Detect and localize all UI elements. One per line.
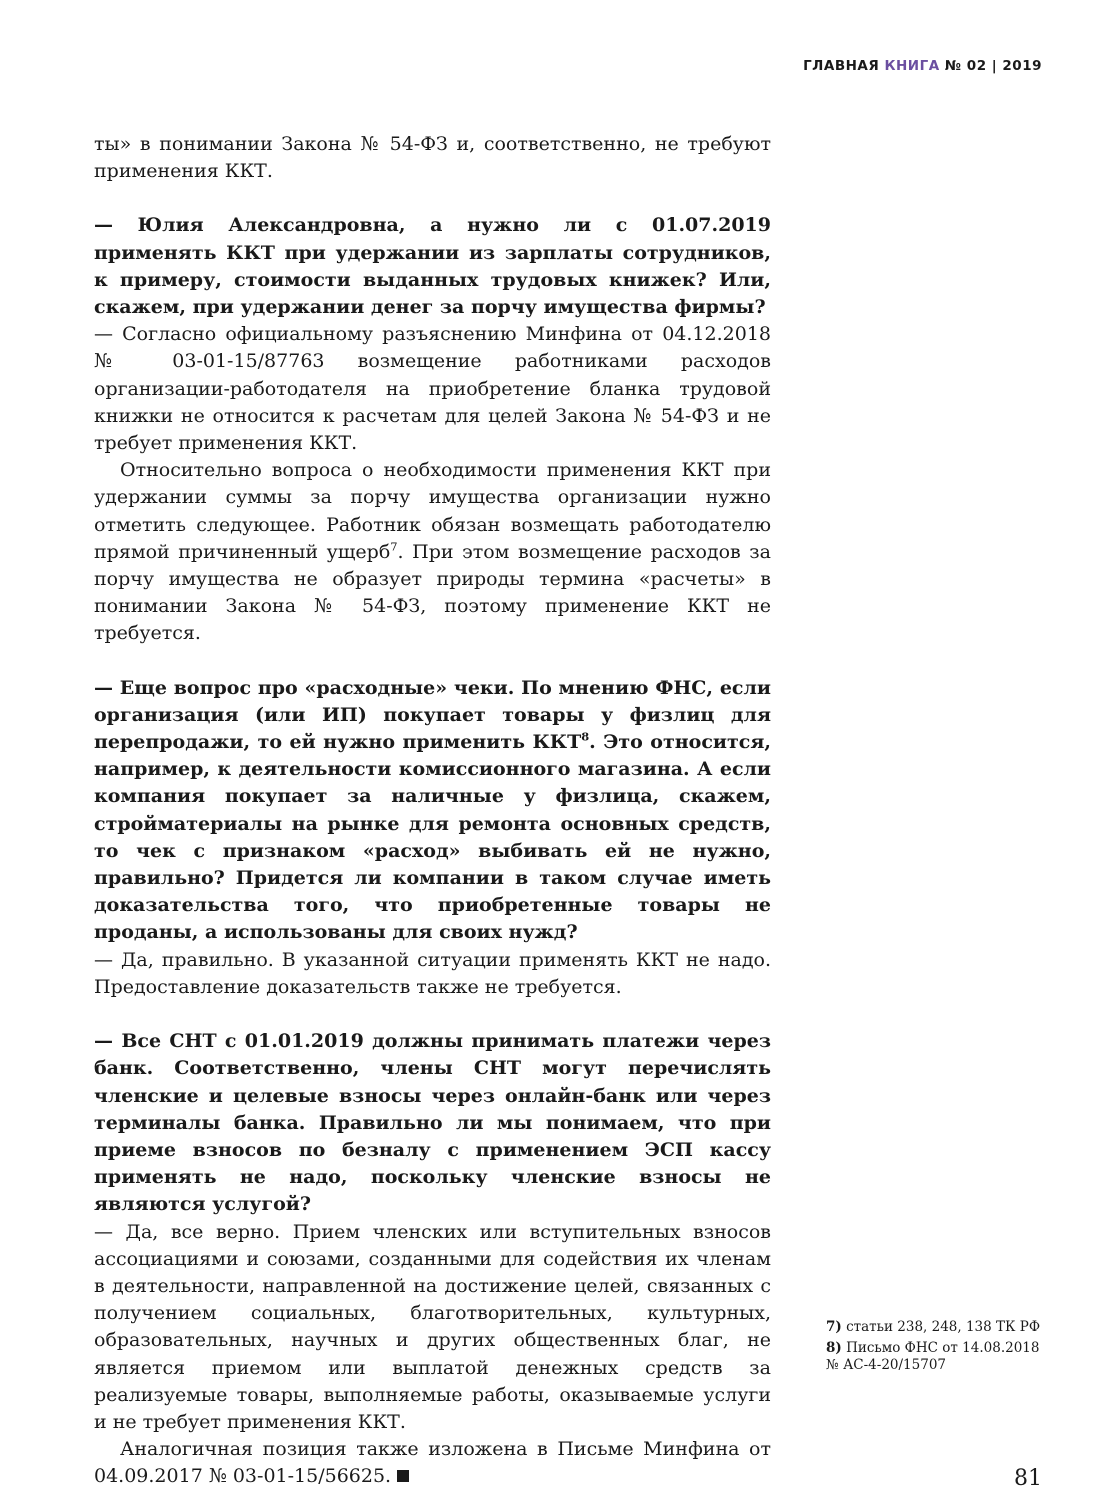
interview-answer-continued [94, 1436, 771, 1490]
end-of-article-mark [397, 1470, 409, 1482]
interview-question: — Юлия Александровна, а нужно ли с 01.07.2019 применять ККТ при удержании из зарплаты сотрудников, к примеру, стоимости выданных трудовых книжек? Или, скажем, при удержании денег за порчу имущества фирмы? [94, 214, 771, 319]
footnote-8 [826, 1340, 1056, 1374]
question-text: . Это относится, например, к деятельности комиссионного магазина. А если компания покупает за наличные у физлица, скажем, стройматериалы на рынке для ремонта основных средств, то чек с признаком «расход» выбивать ей не нужно, правильно? Придется ли компании в таком случае иметь доказательства того, что приобретенные товары не проданы, а использованы для своих нужд? [94, 731, 771, 944]
interview-question: — Все СНТ с 01.01.2019 должны принимать платежи через банк. Соответственно, члены СНТ могут перечислять членские и целевые взносы через онлайн-банк или через терминалы банка. Правильно ли мы понимаем, что при приеме взносов по безналу с применением ЭСП кассу применять не надо, поскольку членские взносы не являются услугой? [94, 1030, 771, 1216]
footnote-7 [826, 1319, 1056, 1336]
footnote-text: Письмо ФНС от 14.08.2018 № АС-4-20/15707 [826, 1340, 1040, 1373]
question-text: — Еще вопрос про «расходные» чеки. По мнению ФНС, если организация (или ИП) покупает товары у физлиц для перепродажи, то ей нужно применить ККТ [94, 676, 771, 754]
answer-text: Аналогичная позиция также изложена в Письме Минфина от 04.09.2017 № 03-01-15/56625. [94, 1438, 771, 1488]
masthead-issue: № 02 | 2019 [944, 58, 1042, 74]
masthead-title-part2: КНИГА [884, 58, 940, 74]
interview-question [94, 675, 771, 947]
article-body [94, 131, 771, 1491]
article-paragraph: ты» в понимании Закона № 54-ФЗ и, соответственно, не требуют применения ККТ. [94, 133, 771, 183]
footnote-number: 8) [826, 1340, 842, 1356]
answer-text: Относительно вопроса о необходимости применения ККТ при удержании суммы за порчу имущества организации нужно отметить следующее. Работник обязан возмещать работодателю прямой причиненный ущерб [94, 459, 771, 563]
footnote-text: статьи 238, 248, 138 ТК РФ [846, 1319, 1041, 1335]
magazine-masthead [803, 58, 1042, 74]
interview-answer: — Да, правильно. В указанной ситуации применять ККТ не надо. Предоставление доказательств также не требуется. [94, 948, 771, 998]
interview-answer: — Да, все верно. Прием членских или вступительных взносов ассоциациями и союзами, созданными для содействия их членам в деятельности, направленной на достижение целей, связанных с получением социальных, благотворительных, культурных, образовательных, научных и других общественных благ, не является приемом или выплатой денежных средств за реализуемые товары, выполняемые работы, оказываемые услуги и не требует применения ККТ. [94, 1220, 771, 1433]
page-number: 81 [1014, 1466, 1042, 1491]
footnotes [826, 1319, 1056, 1378]
interview-answer: — Согласно официальному разъяснению Минфина от 04.12.2018 № 03-01-15/87763 возмещение работниками расходов организации-работодателя на приобретение бланка трудовой книжки не относится к расчетам для целей Закона № 54-ФЗ и не требует применения ККТ. [94, 323, 771, 455]
footnote-ref-7[interactable]: 7 [390, 539, 398, 554]
answer-text: . При этом возмещение расходов за порчу имущества не образует природы термина «расчеты» в понимании Закона № 54-ФЗ, поэтому применение ККТ не требуется. [94, 540, 771, 645]
interview-answer-continued [94, 457, 771, 647]
footnote-ref-8[interactable]: 8 [581, 729, 590, 744]
masthead-title-part1: ГЛАВНАЯ [803, 58, 880, 74]
footnote-number: 7) [826, 1319, 842, 1335]
